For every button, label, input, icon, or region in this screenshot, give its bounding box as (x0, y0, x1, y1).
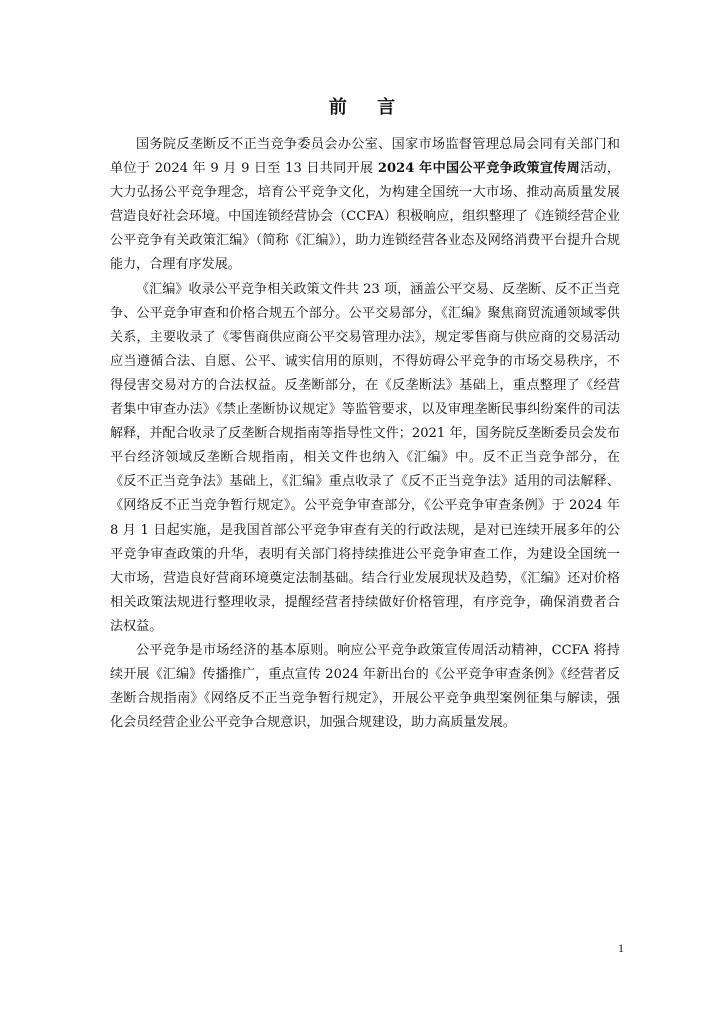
page-number: 1 (618, 941, 624, 955)
page-title: 前 言 (328, 97, 408, 118)
paragraph-1-text-a: 国务院反垄断反不正当竞争委员会办公室、国家市场监督管理总局会同有关部门和单位于 2024 年 9 月 9 日至 13 日共同开展 (110, 137, 620, 177)
paragraph-1 (110, 133, 620, 278)
paragraph-3: 公平竞争是市场经济的基本原则。响应公平竞争政策宣传周活动精神，CCFA 将持续开展《汇编》传播推广，重点宣传 2024 年新出台的《公平竞争审查条例》《经营者反垄断合规指南》《网络反不正当竞争暂行规定》，开展公平竞争典型案例征集与解读，强化会员经营企业公平竞争合规意识，加强合规建设，助力高质量发展。 (110, 642, 620, 731)
paragraph-1-text-b: 活动，大力弘扬公平竞争理念，培育公平竞争文化，为构建全国统一大市场、推动高质量发展营造良好社会环境。中国连锁经营协会（CCFA）积极响应，组织整理了《连锁经营企业公平竞争有关政策汇编》（简称《汇编》），助力连锁经营各业态及网络消费平台提升合规能力，合理有序发展。 (110, 161, 621, 273)
paragraph-1-bold-event: 2024 年中国公平竞争政策宣传周 (377, 161, 581, 177)
paragraph-2: 《汇编》收录公平竞争相关政策文件共 23 项，涵盖公平交易、反垄断、反不正当竞争、公平竞争审查和价格合规五个部分。公平交易部分，《汇编》聚焦商贸流通领域零供关系，主要收录了《零售商供应商公平交易管理办法》，规定零售商与供应商的交易活动应当遵循合法、自愿、公平、诚实信用的原则，不得妨碍公平竞争的市场交易秩序，不得侵害交易对方的合法权益。反垄断部分，在《反垄断法》基础上，重点整理了《经营者集中审查办法》《禁止垄断协议规定》等监管要求，以及审理垄断民事纠纷案件的司法解释，并配合收录了反垄断合规指南等指导性文件；2021 年，国务院反垄断委员会发布平台经济领域反垄断合规指南，相关文件也纳入《汇编》中。反不正当竞争部分，在《反不正当竞争法》基础上，《汇编》重点收录了《反不正当竞争法》适用的司法解释、《网络反不正当竞争暂行规定》。公平竞争审查部分，《公平竞争审查条例》于 2024 年 8 月 1 日起实施，是我国首部公平竞争审查有关的行政法规，是对已连续开展多年的公平竞争审查政策的升华，表明有关部门将持续推进公平竞争审查工作，为建设全国统一大市场，营造良好营商环境奠定法制基础。结合行业发展现状及趋势，《汇编》还对价格相关政策法规进行整理收录，提醒经营者持续做好价格管理，有序竞争，确保消费者合法权益。 (110, 281, 620, 634)
preface-body (110, 133, 620, 735)
